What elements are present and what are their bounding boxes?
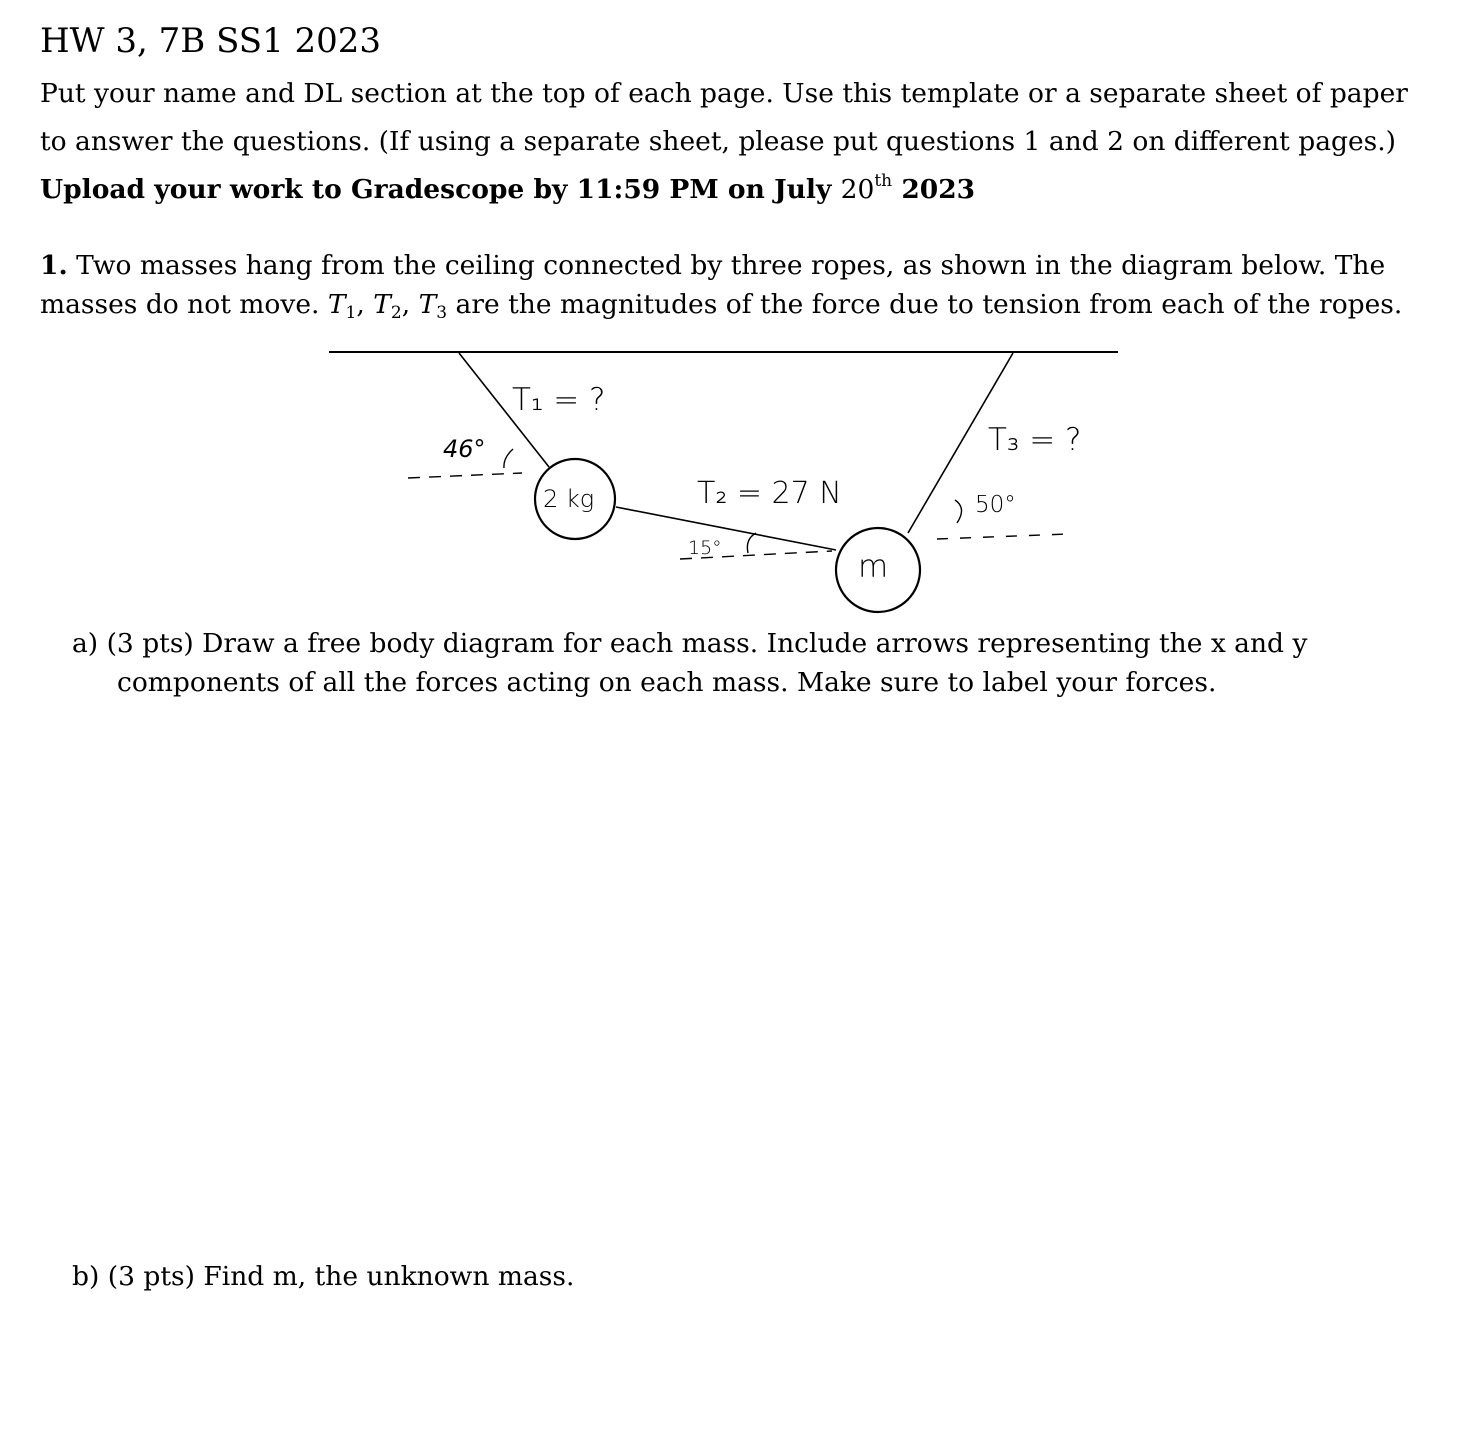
t1-label: T₁ = ? <box>512 382 606 418</box>
angle-arc-left <box>504 449 513 468</box>
part-a-line-1: a) (3 pts) Draw a free body diagram for each mass. Include arrows representing the x and y <box>72 628 1308 659</box>
rope-2 <box>616 507 836 550</box>
question-number: 1. <box>40 250 68 281</box>
deadline-text: Upload your work to Gradescope by 11:59 PM on July <box>40 174 841 205</box>
part-a-line-2: components of all the forces acting on each mass. Make sure to label your forces. <box>117 667 1217 698</box>
question-1-line-2: masses do not move. $T_1$, $T_2$, $T_3$ are the magnitudes of the force due to tension from each of the ropes. <box>40 289 1403 323</box>
part-b-line: b) (3 pts) Find m, the unknown mass. <box>72 1261 575 1292</box>
reference-line-right <box>937 534 1068 539</box>
mass-m-label: m <box>858 549 889 585</box>
deadline-day: 20th <box>840 171 893 205</box>
angle-arc-middle <box>747 533 756 553</box>
hanging-masses-diagram <box>0 0 1458 640</box>
question-1-line-1: 1. Two masses hang from the ceiling connected by three ropes, as shown in the diagram below. The <box>40 250 1386 281</box>
part-b <box>72 1257 574 1296</box>
tension-symbols: $T_1$, $T_2$, $T_3$ <box>327 289 448 323</box>
instructions-line-2: to answer the questions. (If using a separate sheet, please put questions 1 and 2 on different pages.) <box>40 126 1397 157</box>
mass-2kg-label: 2 kg <box>543 485 595 513</box>
deadline-year: 2023 <box>892 174 976 205</box>
instructions-line-1: Put your name and DL section at the top of each page. Use this template or a separate sheet of paper <box>40 78 1408 109</box>
angle-left-label: 46° <box>443 435 486 463</box>
deadline-day-suffix: th <box>874 171 893 191</box>
page-title: HW 3, 7B SS1 2023 <box>40 21 382 61</box>
angle-middle-label: 15° <box>688 537 722 559</box>
t3-label: T₃ = ? <box>988 422 1082 458</box>
angle-right-label: 50° <box>975 492 1016 518</box>
reference-line-left <box>408 473 522 478</box>
t2-label: T₂ = 27 N <box>697 476 842 511</box>
angle-arc-right <box>955 500 962 523</box>
part-a <box>72 624 1307 702</box>
part-b-label: b) <box>72 1261 100 1292</box>
part-a-label: a) <box>72 628 99 659</box>
